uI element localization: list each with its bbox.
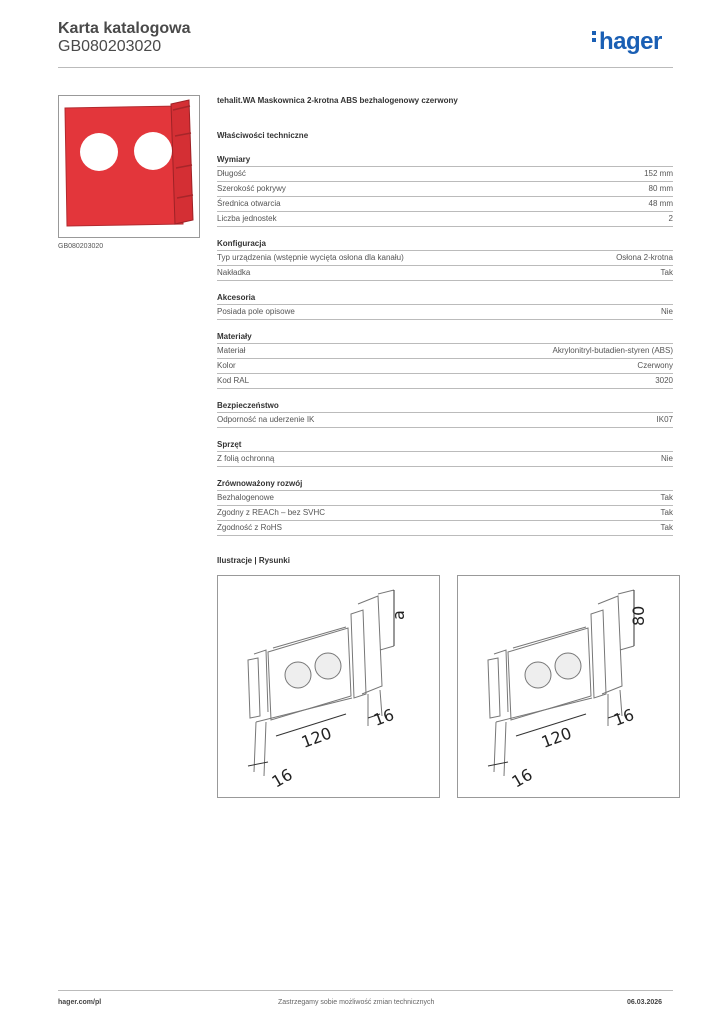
footer-note: Zastrzegamy sobie możliwość zmian technicznych — [278, 999, 435, 1006]
logo-colon-icon — [592, 31, 597, 45]
specs-heading: Właściwości techniczne — [217, 131, 309, 140]
spec-label: Z folią ochronną — [217, 454, 275, 463]
spec-value: 48 mm — [648, 199, 673, 208]
spec-label: Odporność na uderzenie IK — [217, 415, 315, 424]
spec-value: Tak — [660, 508, 673, 517]
spec-row — [217, 166, 673, 181]
hager-logo — [592, 28, 662, 56]
spec-row — [217, 181, 673, 196]
drawing-2-dim-side: 16 — [610, 704, 637, 730]
spec-label: Zgodność z RoHS — [217, 523, 282, 532]
spec-value: Osłona 2-krotna — [616, 253, 673, 262]
header-divider — [58, 67, 673, 68]
drawing-2-dim-bottom: 16 — [508, 764, 536, 792]
drawing-1-dim-height: a — [389, 610, 408, 620]
spec-group-heading: Konfiguracja — [217, 239, 266, 248]
spec-label: Posiada pole opisowe — [217, 307, 295, 316]
document-title: Karta katalogowa — [58, 20, 191, 37]
spec-group-heading: Materiały — [217, 332, 252, 341]
spec-label: Długość — [217, 169, 246, 178]
product-code: GB080203020 — [58, 38, 162, 55]
opening-left — [80, 133, 118, 171]
spec-row — [217, 520, 673, 536]
spec-value: Tak — [660, 493, 673, 502]
drawing-2-dim-length: 120 — [538, 723, 575, 752]
spec-label: Kolor — [217, 361, 236, 370]
spec-value: 152 mm — [644, 169, 673, 178]
spec-row — [217, 505, 673, 520]
drawing-1-svg — [218, 576, 439, 797]
spec-row — [217, 265, 673, 281]
opening-right — [134, 132, 172, 170]
spec-label: Kod RAL — [217, 376, 250, 385]
drawing-2 — [457, 575, 680, 798]
spec-value: IK07 — [656, 415, 673, 424]
side-profile — [171, 100, 193, 224]
spec-row — [217, 304, 673, 320]
drawing-1-dim-side: 16 — [370, 704, 397, 730]
spec-label: Bezhalogenowe — [217, 493, 274, 502]
spec-row — [217, 343, 673, 358]
spec-row — [217, 211, 673, 227]
footer-website-link[interactable]: hager.com/pl — [58, 999, 102, 1006]
cover-frame — [65, 106, 183, 226]
drawing-1 — [217, 575, 440, 798]
spec-group-heading: Akcesoria — [217, 293, 256, 302]
footer-divider — [58, 990, 673, 991]
spec-value: Tak — [660, 523, 673, 532]
drawing-2-svg — [458, 576, 679, 797]
spec-row — [217, 451, 673, 467]
spec-table — [217, 154, 673, 536]
footer-date: 06.03.2026 — [627, 999, 663, 1006]
spec-group-heading: Bezpieczeństwo — [217, 401, 279, 410]
product-image-drawing — [59, 96, 199, 237]
spec-label: Szerokość pokrywy — [217, 184, 286, 193]
spec-group-heading: Sprzęt — [217, 440, 242, 449]
spec-row — [217, 358, 673, 373]
product-title: tehalit.WA Maskownica 2-krotna ABS bezhalogenowy czerwony — [217, 96, 458, 105]
product-image-caption: GB080203020 — [58, 243, 104, 250]
product-image — [58, 95, 200, 238]
drawing-1-dim-bottom: 16 — [268, 764, 296, 792]
spec-value: Akrylonitryl-butadien-styren (ABS) — [552, 346, 673, 355]
spec-value: Tak — [660, 268, 673, 277]
spec-label: Zgodny z REACh – bez SVHC — [217, 508, 326, 517]
spec-value: 3020 — [655, 376, 673, 385]
spec-value: 2 — [668, 214, 673, 223]
spec-value: 80 mm — [648, 184, 673, 193]
spec-row — [217, 412, 673, 428]
spec-label: Nakładka — [217, 268, 251, 277]
illustrations-heading: Ilustracje | Rysunki — [217, 556, 290, 565]
spec-label: Materiał — [217, 346, 246, 355]
logo-text: hager — [599, 28, 662, 55]
spec-value: Nie — [660, 454, 673, 463]
spec-value: Czerwony — [637, 361, 673, 370]
drawing-1-dim-length: 120 — [298, 723, 335, 752]
spec-row — [217, 250, 673, 265]
drawing-2-dim-height: 80 — [629, 605, 648, 626]
spec-group-heading: Wymiary — [217, 155, 251, 164]
spec-row — [217, 373, 673, 389]
spec-group-heading: Zrównoważony rozwój — [217, 479, 303, 488]
spec-row — [217, 490, 673, 505]
spec-label: Typ urządzenia (wstępnie wycięta osłona dla kanału) — [217, 253, 404, 262]
spec-label: Liczba jednostek — [217, 214, 277, 223]
spec-row — [217, 196, 673, 211]
spec-value: Nie — [660, 307, 673, 316]
spec-label: Średnica otwarcia — [217, 199, 281, 208]
